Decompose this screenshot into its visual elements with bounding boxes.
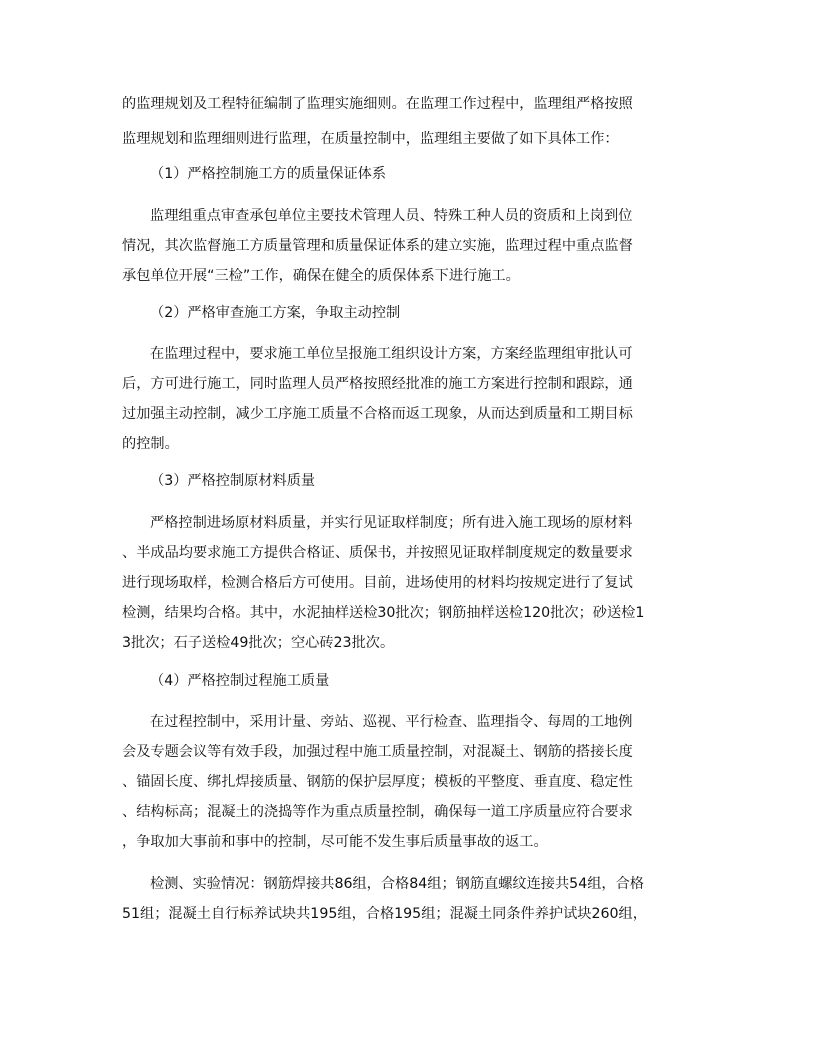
paragraph-line: 3批次；石子送检49批次；空心砖23批次。 — [122, 635, 395, 651]
section-heading-2: （2）严格审查施工方案，争取主动控制 — [150, 305, 401, 321]
paragraph-line: 会及专题会议等有效手段，加强过程中施工质量控制，对混凝土、钢筋的搭接长度 — [122, 744, 633, 760]
paragraph-line: 、半成品均要求施工方提供合格证、质保书，并按照见证取样制度规定的数量要求 — [122, 545, 633, 561]
paragraph-line: 的监理规划及工程特征编制了监理实施细则。在监理工作过程中，监理组严格按照 — [122, 96, 633, 112]
paragraph-line: 承包单位开展“三检”工作，确保在健全的质保体系下进行施工。 — [122, 268, 520, 284]
paragraph-line: 严格控制进场原材料质量，并实行见证取样制度；所有进入施工现场的原材料 — [150, 515, 633, 531]
paragraph-line: 后，方可进行施工，同时监理人员严格按照经批准的施工方案进行控制和跟踪，通 — [122, 376, 633, 392]
section-heading-4: （4）严格控制过程施工质量 — [150, 673, 330, 689]
paragraph-line: 、锚固长度、绑扎焊接质量、钢筋的保护层厚度；模板的平整度、垂直度、稳定性 — [122, 774, 633, 790]
paragraph-line: 过加强主动控制，减少工序施工质量不合格而返工现象，从而达到质量和工期目标 — [122, 406, 633, 422]
paragraph-line: 监理规划和监理细则进行监理，在质量控制中，监理组主要做了如下具体工作： — [122, 131, 619, 147]
paragraph-line: 在监理过程中，要求施工单位呈报施工组织设计方案，方案经监理组审批认可 — [150, 346, 633, 362]
paragraph-line: ，争取加大事前和事中的控制，尽可能不发生事后质量事故的返工。 — [122, 834, 548, 850]
section-heading-1: （1）严格控制施工方的质量保证体系 — [150, 166, 387, 182]
paragraph-line: 51组；混凝土自行标养试块共195组，合格195组；混凝土同条件养护试块260组， — [122, 906, 647, 922]
paragraph-line: 进行现场取样，检测合格后方可使用。目前，进场使用的材料均按规定进行了复试 — [122, 575, 633, 591]
paragraph-line: 情况，其次监督施工方质量管理和质量保证体系的建立实施，监理过程中重点监督 — [122, 238, 633, 254]
paragraph-line: 检测、实验情况：钢筋焊接共86组，合格84组；钢筋直螺纹连接共54组，合格 — [150, 876, 644, 892]
paragraph-line: 、结构标高；混凝土的浇捣等作为重点质量控制，确保每一道工序质量应符合要求 — [122, 804, 633, 820]
paragraph-line: 监理组重点审查承包单位主要技术管理人员、特殊工种人员的资质和上岗到位 — [150, 208, 633, 224]
paragraph-line: 检测，结果均合格。其中，水泥抽样送检30批次；钢筋抽样送检120批次；砂送检1 — [122, 605, 645, 621]
section-heading-3: （3）严格控制原材料质量 — [150, 473, 316, 489]
paragraph-line: 的控制。 — [122, 436, 179, 452]
paragraph-line: 在过程控制中，采用计量、旁站、巡视、平行检查、监理指令、每周的工地例 — [150, 714, 633, 730]
